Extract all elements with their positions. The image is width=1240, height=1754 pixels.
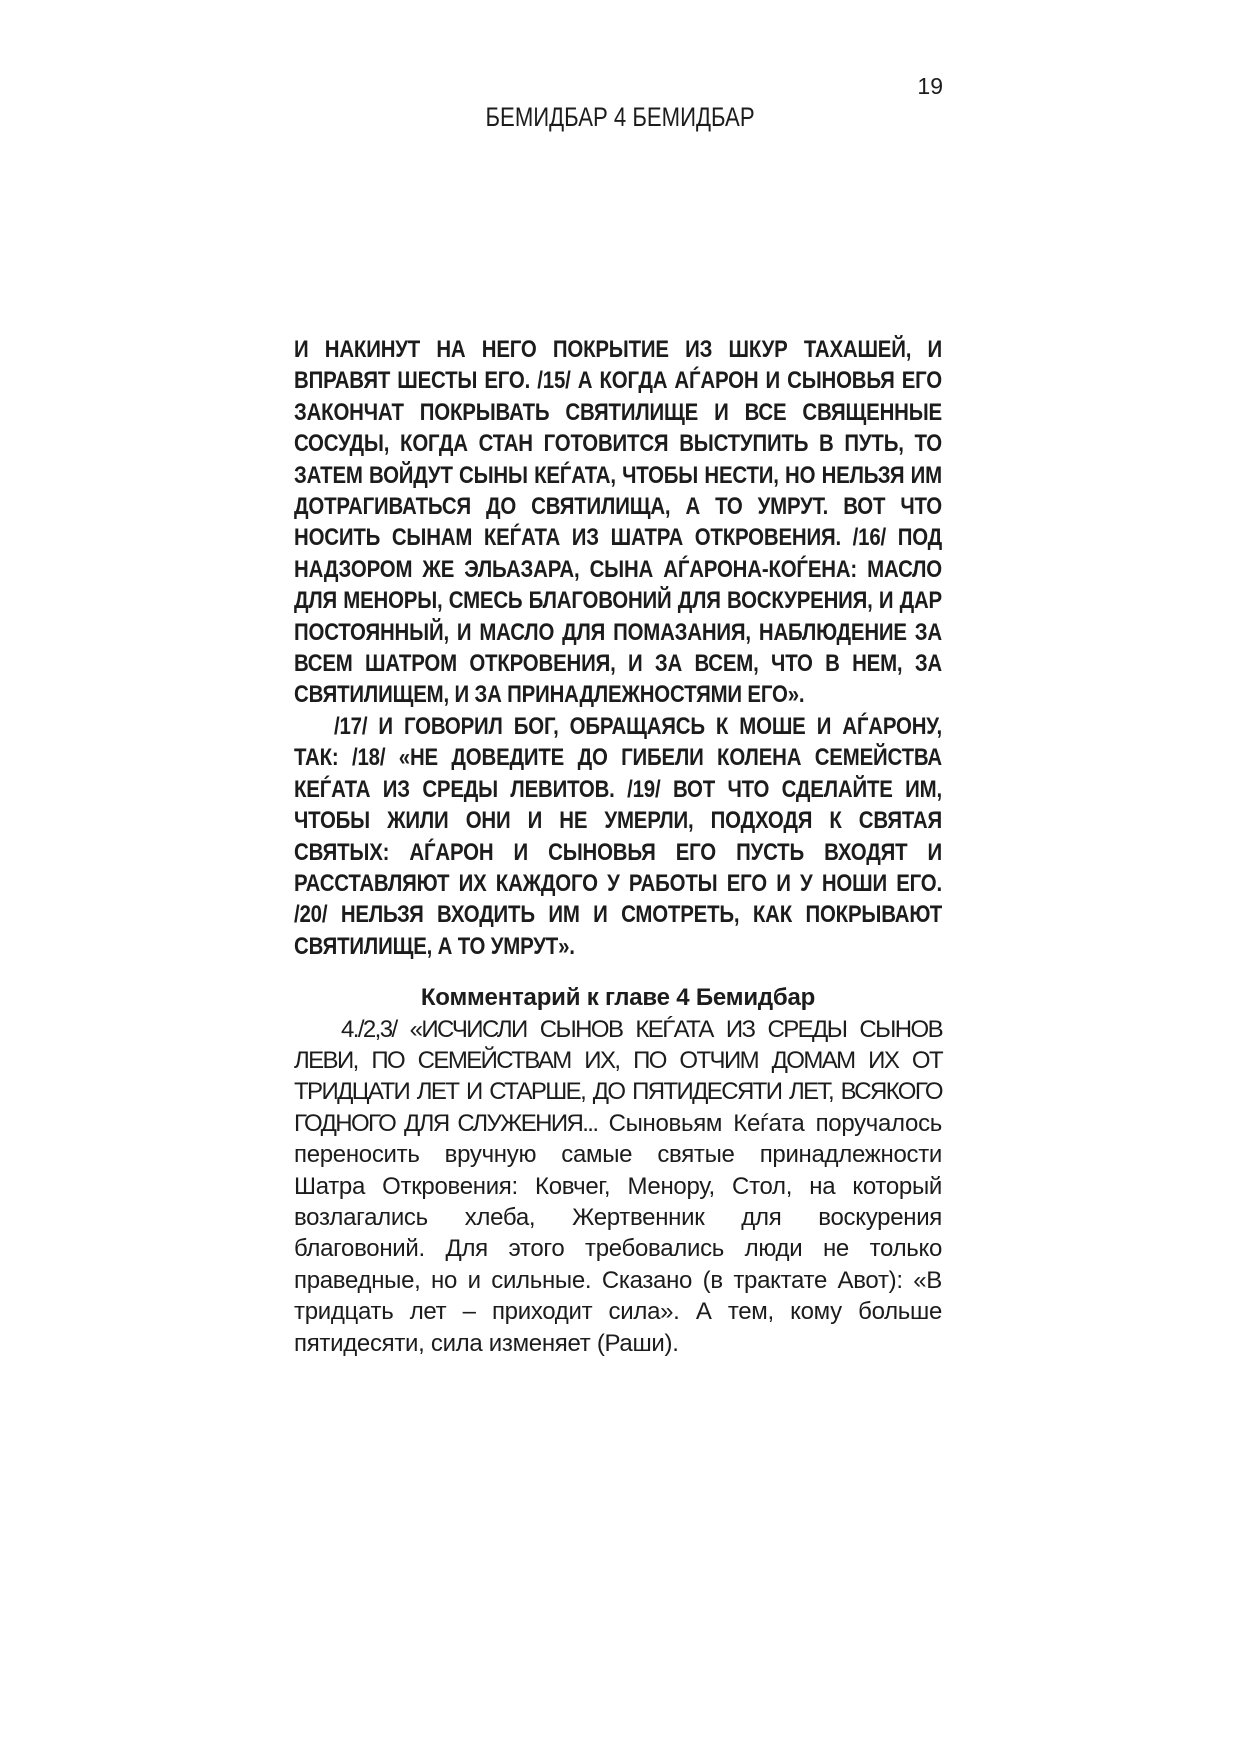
running-header (0, 101, 1240, 133)
torah-text-block (294, 334, 942, 962)
commentary-heading: Комментарий к главе 4 Бемидбар (420, 984, 816, 1012)
commentary-paragraph (294, 1014, 942, 1359)
commentary-text: Сыновьям Кеѓата поручалось переносить вручную самые святые принадлежности Шатра Откровения: Ковчег, Менору, Стол, на который возлагались хлеба, Жертвенник для воскурения благовоний. Для этого требовались люди не только праведные, но и сильные. Сказано (в трактате Авот): «В тридцать лет – приходит сила». А тем, кому больше пятидесяти, сила изменяет (Раши). (294, 1109, 942, 1357)
torah-verse-paragraph-2: /17/ И ГОВОРИЛ БОГ, ОБРАЩАЯСЬ К МОШЕ И АЃАРОНУ, ТАК: /18/ «НЕ ДОВЕДИТЕ ДО ГИБЕЛИ КОЛЕНА СЕМЕЙСТВА КЕЃАТА ИЗ СРЕДЫ ЛЕВИТОВ. /19/ ВОТ ЧТО СДЕЛАЙТЕ ИМ, ЧТОБЫ ЖИЛИ ОНИ И НЕ УМЕРЛИ, ПОДХОДЯ К СВЯТАЯ СВЯТЫХ: АЃАРОН И СЫНОВЬЯ ЕГО ПУСТЬ ВХОДЯТ И РАССТАВЛЯЮТ ИХ КАЖДОГО У РАБОТЫ ЕГО И У НОШИ ЕГО. /20/ НЕЛЬЗЯ ВХОДИТЬ ИМ И СМОТРЕТЬ, КАК ПОКРЫВАЮТ СВЯТИЛИЩЕ, А ТО УМРУТ». (294, 712, 943, 960)
torah-verse-paragraph-1: И НАКИНУТ НА НЕГО ПОКРЫТИЕ ИЗ ШКУР ТАХАШЕЙ, И ВПРАВЯТ ШЕСТЫ ЕГО. /15/ А КОГДА АЃАРОН И СЫНОВЬЯ ЕГО ЗАКОНЧАТ ПОКРЫВАТЬ СВЯТИЛИЩЕ И ВСЕ СВЯЩЕННЫЕ СОСУДЫ, КОГДА СТАН ГОТОВИТСЯ ВЫСТУПИТЬ В ПУТЬ, ТО ЗАТЕМ ВОЙДУТ СЫНЫ КЕЃАТА, ЧТОБЫ НЕСТИ, НО НЕЛЬЗЯ ИМ ДОТРАГИВАТЬСЯ ДО СВЯТИЛИЩА, А ТО УМРУТ. ВОТ ЧТО НОСИТЬ СЫНАМ КЕЃАТА ИЗ ШАТРА ОТКРОВЕНИЯ. /16/ ПОД НАДЗОРОМ ЖЕ ЭЛЬАЗАРА, СЫНА АЃАРОНА-КОЃЕНА: МАСЛО ДЛЯ МЕНОРЫ, СМЕСЬ БЛАГОВОНИЙ ДЛЯ ВОСКУРЕНИЯ, И ДАР ПОСТОЯННЫЙ, И МАСЛО ДЛЯ ПОМАЗАНИЯ, НАБЛЮДЕНИЕ ЗА ВСЕМ ШАТРОМ ОТКРОВЕНИЯ, И ЗА ВСЕМ, ЧТО В НЕМ, ЗА СВЯТИЛИЩЕМ, И ЗА ПРИНАДЛЕЖНОСТЯМИ ЕГО». (294, 336, 943, 709)
page-number: 19 (917, 73, 943, 99)
page-content (294, 334, 942, 1359)
running-header-text: БЕМИДБАР 4 БЕМИДБАР (485, 102, 755, 132)
commentary-verse-quote: 4./2,3/ «ИСЧИСЛИ СЫНОВ КЕЃАТА ИЗ СРЕДЫ СЫНОВ ЛЕВИ, ПО СЕМЕЙСТВАМ ИХ, ПО ОТЧИМ ДОМАМ ИХ ОТ ТРИДЦАТИ ЛЕТ И СТАРШЕ, ДО ПЯТИДЕСЯТИ ЛЕТ, ВСЯКОГО ГОДНОГО ДЛЯ СЛУЖЕНИЯ... (294, 1015, 942, 1137)
